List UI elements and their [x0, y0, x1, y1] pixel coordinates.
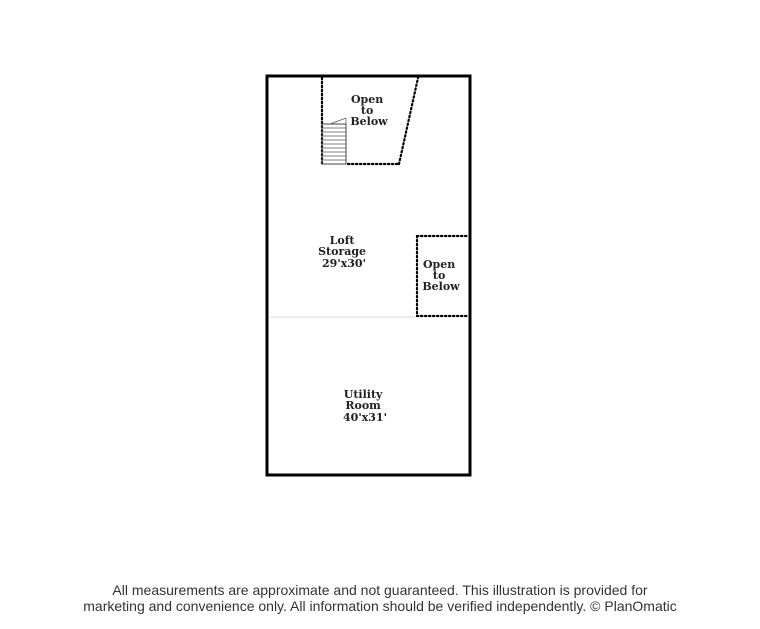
open-to-below-right-label: Open to Below — [422, 258, 460, 293]
open-to-below-top-label: Open to Below — [350, 93, 388, 128]
loft-storage-label: Loft Storage 29'x30' — [318, 234, 367, 270]
disclaimer-line-2: marketing and convenience only. All information should be verified independently. © PlanOmatic — [83, 598, 677, 614]
disclaimer-line-1: All measurements are approximate and not guaranteed. This illustration is provided for — [112, 582, 648, 598]
utility-room-label: Utility Room 40'x31' — [343, 388, 387, 424]
stairs — [322, 118, 346, 164]
disclaimer — [0, 582, 760, 614]
